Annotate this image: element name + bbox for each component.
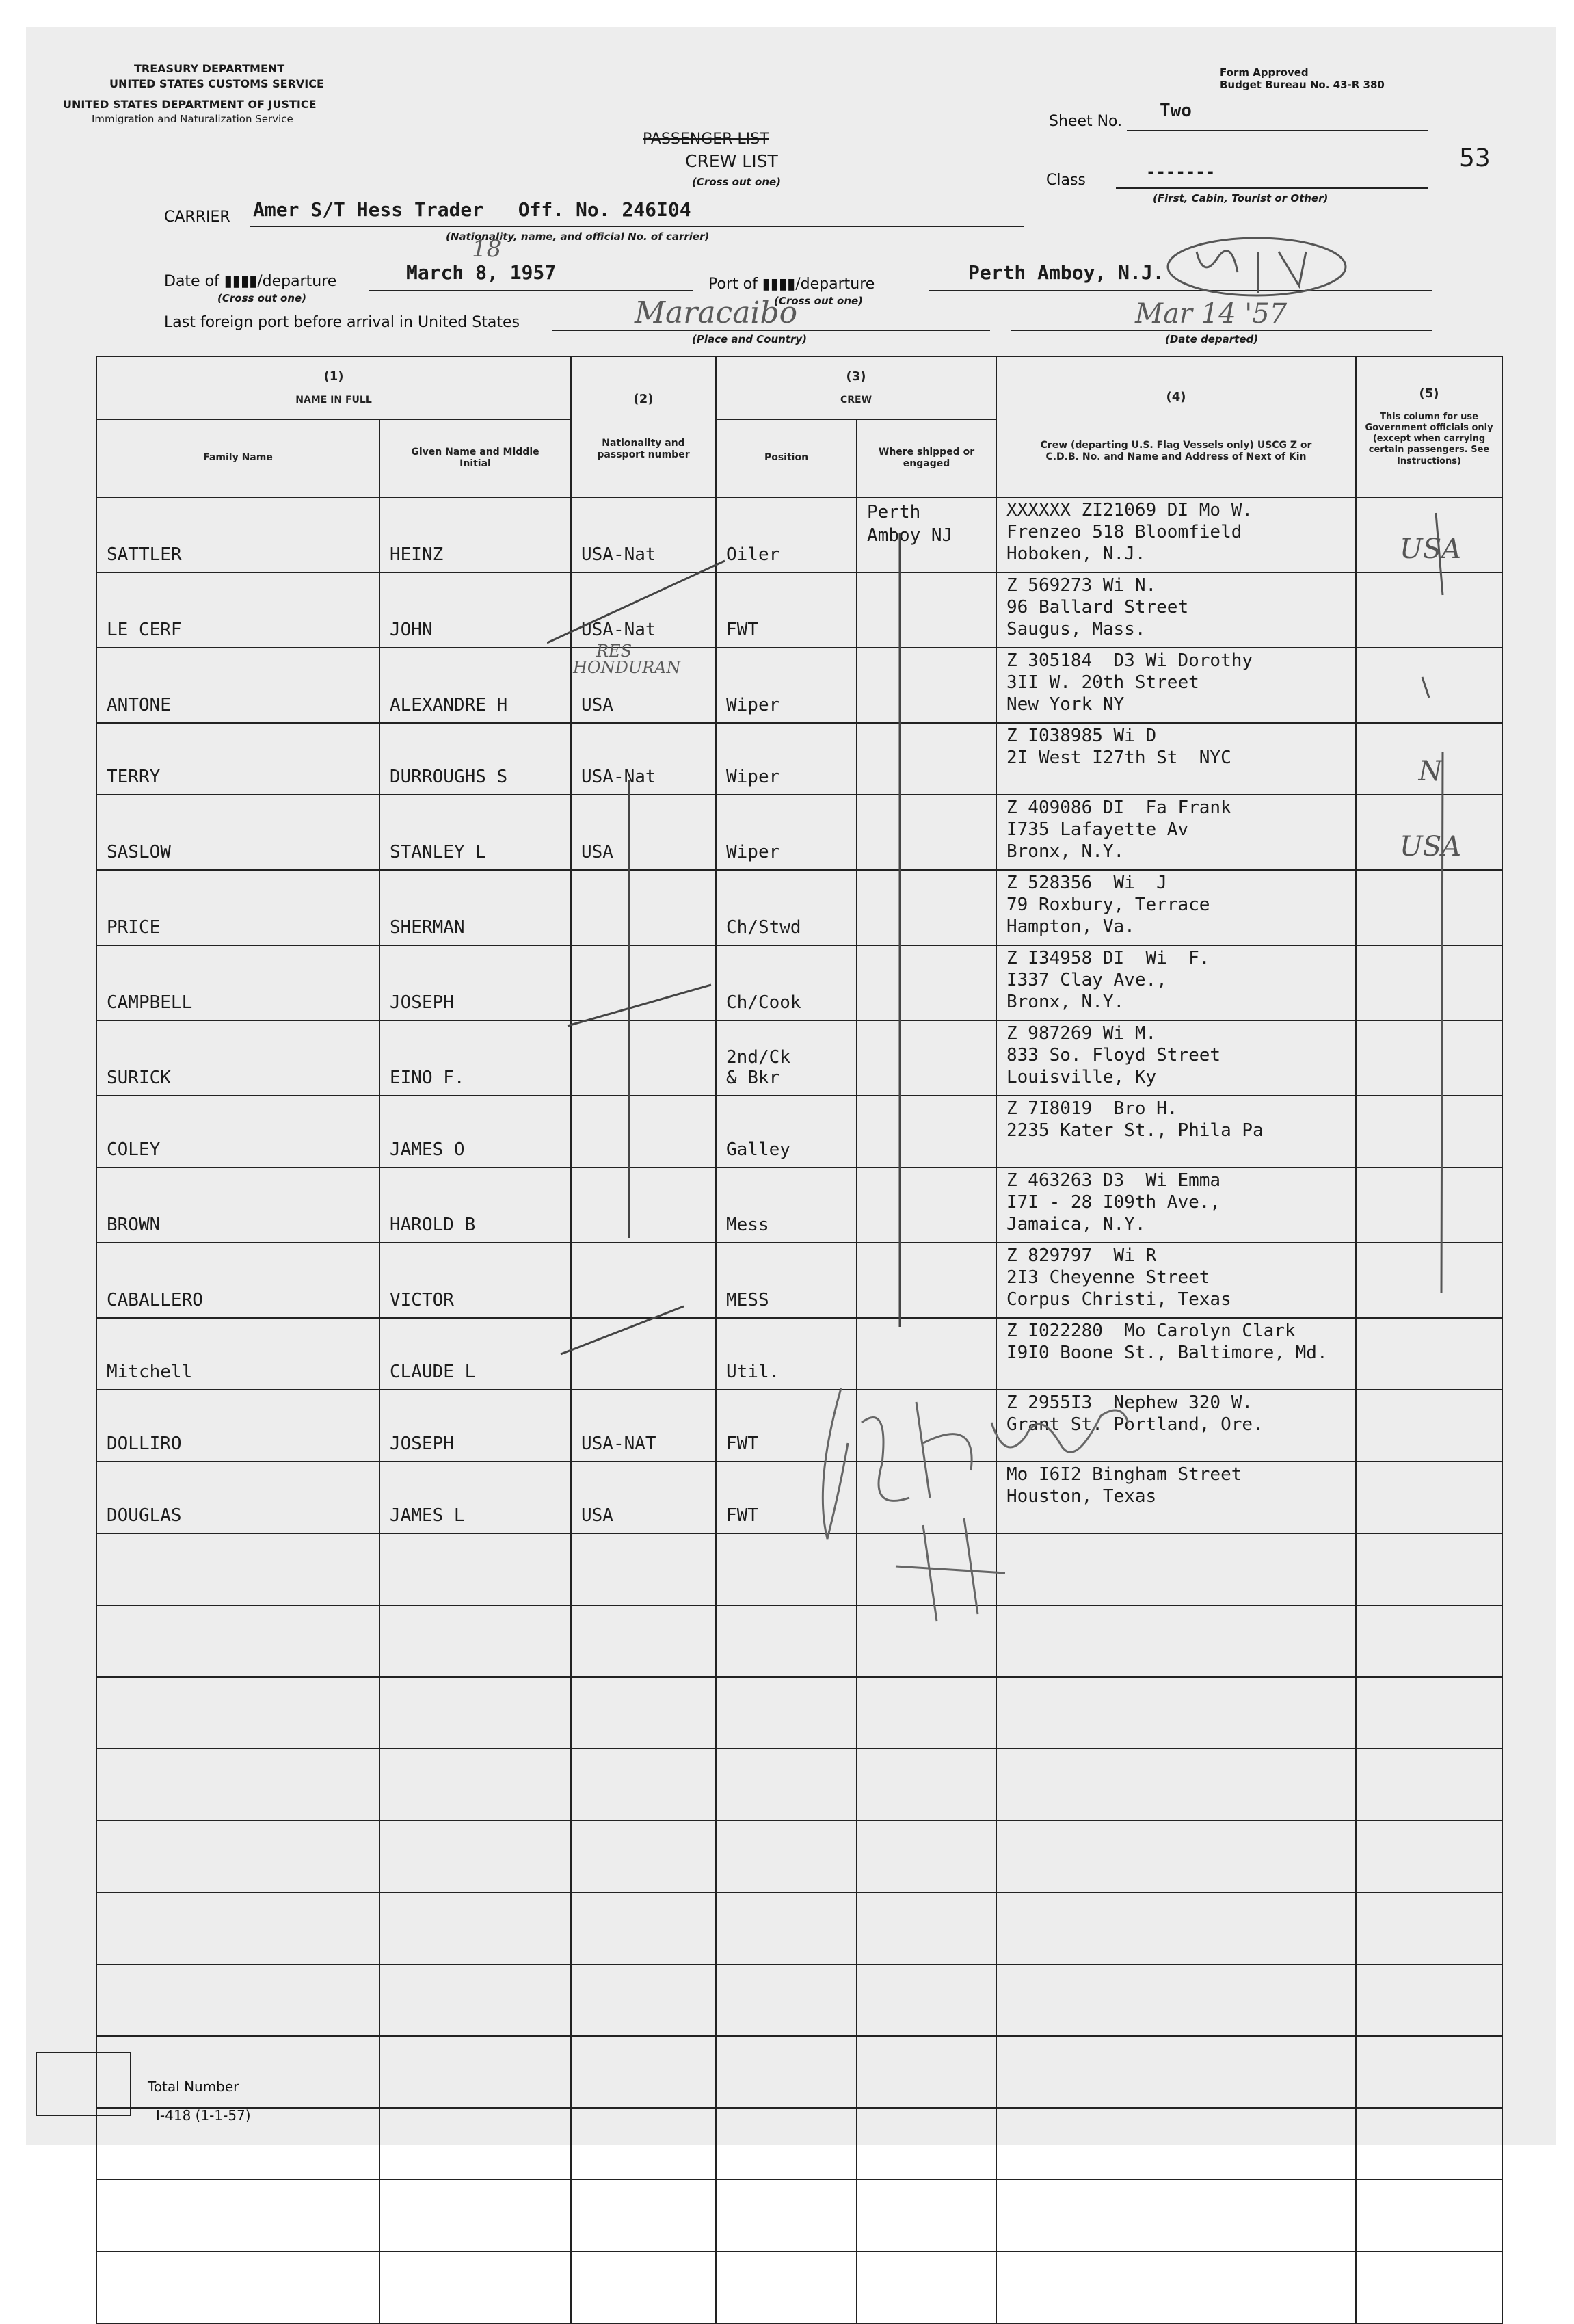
where-shipped-header: Where shipped or engaged	[857, 419, 996, 497]
crew-nationality	[571, 1605, 716, 1677]
crew-family-name	[96, 2180, 379, 2252]
crew-nationality	[571, 1677, 716, 1749]
crew-nationality	[571, 1892, 716, 1964]
crew-gov-use	[1356, 1390, 1502, 1462]
last-port-value: Maracaibo	[635, 295, 798, 330]
crew-given-name: DURROUGHS S	[379, 723, 571, 795]
crew-where-shipped	[857, 2180, 996, 2252]
carrier-label: CARRIER	[164, 209, 230, 226]
crew-next-of-kin: Z 829797 Wi R 2I3 Cheyenne Street Corpus Christi, Texas	[996, 1243, 1356, 1318]
class-label: Class	[1046, 172, 1086, 189]
crew-position: Wiper	[716, 795, 857, 870]
col-1-number: (1)	[323, 369, 344, 384]
crew-given-name: ALEXANDRE H	[379, 648, 571, 723]
crew-given-name: JOHN	[379, 572, 571, 648]
crew-given-name: JAMES L	[379, 1462, 571, 1533]
crew-gov-use	[1356, 2108, 1502, 2180]
crew-given-name: JOSEPH	[379, 945, 571, 1020]
crew-nationality	[571, 2252, 716, 2323]
port-caption: (Cross out one)	[774, 295, 864, 307]
crew-where-shipped	[857, 2252, 996, 2323]
crew-list-title: CREW LIST	[685, 151, 778, 171]
crew-family-name: CAMPBELL	[96, 945, 379, 1020]
crew-next-of-kin	[996, 2252, 1356, 2323]
crew-nationality	[571, 2036, 716, 2108]
crew-given-name	[379, 1533, 571, 1605]
crew-gov-use	[1356, 1892, 1502, 1964]
crew-family-name: SURICK	[96, 1020, 379, 1096]
crew-where-shipped	[857, 2108, 996, 2180]
departure-date-value: March 8, 1957	[406, 261, 557, 284]
form-approved: Form Approved	[1220, 66, 1309, 79]
crew-gov-use	[1356, 2252, 1502, 2323]
crew-where-shipped	[857, 1677, 996, 1749]
col-5-title: This column for use Government officials only (except when carrying certain passengers. See Instructions)	[1365, 411, 1493, 466]
col-2-title: Nationality and passport number	[597, 437, 690, 461]
crew-next-of-kin: Z I022280 Mo Carolyn Clark I9I0 Boone St., Baltimore, Md.	[996, 1318, 1356, 1390]
sheet-no-label: Sheet No.	[1049, 113, 1123, 130]
crew-position: Galley	[716, 1096, 857, 1167]
crew-position: Oiler	[716, 497, 857, 572]
carrier-line	[250, 226, 1024, 227]
crew-family-name	[96, 1533, 379, 1605]
crew-where-shipped	[857, 1749, 996, 1821]
crew-position: Ch/Stwd	[716, 870, 857, 945]
crew-nationality	[571, 1821, 716, 1892]
crew-family-name: SATTLER	[96, 497, 379, 572]
family-name-header: Family Name	[96, 419, 379, 497]
col-4-title: Crew (departing U.S. Flag Vessels only) USCG Z or C.D.B. No. and Name and Address of Next of Kin	[1040, 439, 1312, 463]
crew-nationality	[571, 1749, 716, 1821]
crew-nationality: USA	[571, 795, 716, 870]
col-1-title: NAME IN FULL	[295, 394, 372, 406]
crew-position	[716, 1892, 857, 1964]
page-number: 53	[1459, 144, 1491, 172]
col-5-number: (5)	[1419, 386, 1439, 401]
crew-gov-use	[1356, 1462, 1502, 1533]
crew-next-of-kin: Z I038985 Wi D 2I West I27th St NYC	[996, 723, 1356, 795]
form-number: I-418 (1-1-57)	[156, 2107, 251, 2124]
crew-next-of-kin: Z 569273 Wi N. 96 Ballard Street Saugus, Mass.	[996, 572, 1356, 648]
crew-next-of-kin	[996, 2036, 1356, 2108]
class-caption: (First, Cabin, Tourist or Other)	[1153, 192, 1329, 204]
given-name-header: Given Name and Middle Initial	[379, 419, 571, 497]
table-row	[96, 1533, 1502, 1605]
table-row	[96, 1390, 1502, 1462]
col-3-header	[716, 356, 996, 419]
col-4-number: (4)	[1166, 390, 1186, 405]
crew-given-name	[379, 1605, 571, 1677]
crew-gov-use	[1356, 1605, 1502, 1677]
crew-where-shipped	[857, 1821, 996, 1892]
table-row	[96, 1821, 1502, 1892]
crew-family-name	[96, 1749, 379, 1821]
table-row	[96, 1677, 1502, 1749]
crew-nationality: USA	[571, 648, 716, 723]
crew-gov-use	[1356, 1318, 1502, 1390]
crew-family-name	[96, 1605, 379, 1677]
table-row	[96, 2108, 1502, 2180]
crew-gov-use: N	[1356, 723, 1502, 795]
crew-nationality: USA-NAT	[571, 1390, 716, 1462]
crew-position	[716, 1821, 857, 1892]
carrier-value: Amer S/T Hess Trader Off. No. 246I04	[253, 198, 691, 221]
crew-family-name: DOLLIRO	[96, 1390, 379, 1462]
crew-given-name: SHERMAN	[379, 870, 571, 945]
crew-nationality	[571, 2180, 716, 2252]
passenger-list-title: PASSENGER LIST	[643, 131, 769, 148]
crew-next-of-kin	[996, 1964, 1356, 2036]
crew-next-of-kin: Z 7I8019 Bro H. 2235 Kater St., Phila Pa	[996, 1096, 1356, 1167]
table-row	[96, 1964, 1502, 2036]
crew-next-of-kin: Mo I6I2 Bingham Street Houston, Texas	[996, 1462, 1356, 1533]
crew-next-of-kin	[996, 1677, 1356, 1749]
crew-nationality: USA-Nat	[571, 572, 716, 648]
date-caption: (Cross out one)	[217, 292, 307, 304]
crew-gov-use	[1356, 2036, 1502, 2108]
date-line	[369, 290, 693, 291]
crew-next-of-kin	[996, 2108, 1356, 2180]
crew-given-name: JOSEPH	[379, 1390, 571, 1462]
crew-position: Wiper	[716, 723, 857, 795]
crew-where-shipped	[857, 1964, 996, 2036]
class-value: -------	[1146, 162, 1216, 181]
crew-family-name: Mitchell	[96, 1318, 379, 1390]
crew-nationality: USA-Nat	[571, 497, 716, 572]
crew-family-name	[96, 2252, 379, 2323]
crew-family-name: CABALLERO	[96, 1243, 379, 1318]
crew-family-name: ANTONE	[96, 648, 379, 723]
crew-given-name	[379, 1677, 571, 1749]
date-of-departure-label: Date of ▮▮▮▮/departure	[164, 273, 337, 290]
crew-family-name: COLEY	[96, 1096, 379, 1167]
crew-gov-use	[1356, 1677, 1502, 1749]
crew-position	[716, 2036, 857, 2108]
class-line	[1116, 187, 1428, 189]
crew-family-name: DOUGLAS	[96, 1462, 379, 1533]
handwritten-date-correction: 18	[472, 235, 502, 263]
crew-nationality	[571, 2108, 716, 2180]
sheet-no-line	[1127, 130, 1428, 131]
crew-family-name: PRICE	[96, 870, 379, 945]
crew-nationality: USA-Nat	[571, 723, 716, 795]
date-departed-line	[1011, 330, 1432, 331]
crew-next-of-kin: Z I34958 DI Wi F. I337 Clay Ave., Bronx, N.Y.	[996, 945, 1356, 1020]
crew-position: Ch/Cook	[716, 945, 857, 1020]
crew-gov-use	[1356, 2180, 1502, 2252]
col-3-number: (3)	[846, 369, 866, 384]
crew-gov-use	[1356, 1533, 1502, 1605]
table-row	[96, 1462, 1502, 1533]
cross-out-note: (Cross out one)	[692, 176, 782, 188]
handwritten-port-mark	[1156, 231, 1361, 305]
crew-given-name: HEINZ	[379, 497, 571, 572]
crew-family-name: SASLOW	[96, 795, 379, 870]
crew-position: 2nd/Ck & Bkr	[716, 1020, 857, 1096]
crew-family-name: LE CERF	[96, 572, 379, 648]
handwritten-signature	[800, 1361, 1156, 1676]
crew-family-name	[96, 1964, 379, 2036]
crew-position	[716, 2252, 857, 2323]
date-departed-caption: (Date departed)	[1165, 333, 1259, 345]
crew-where-shipped: Perth Amboy NJ	[857, 497, 996, 572]
agency-line-2: UNITED STATES CUSTOMS SERVICE	[109, 77, 324, 90]
crew-given-name	[379, 1964, 571, 2036]
table-row	[96, 2036, 1502, 2108]
crew-position	[716, 1964, 857, 2036]
crew-nationality	[571, 1533, 716, 1605]
table-row	[96, 2252, 1502, 2323]
crew-next-of-kin: Z 409086 DI Fa Frank I735 Lafayette Av Bronx, N.Y.	[996, 795, 1356, 870]
total-number-label: Total Number	[148, 2078, 239, 2095]
crew-gov-use: USA	[1356, 497, 1502, 572]
agency-line-3: UNITED STATES DEPARTMENT OF JUSTICE	[63, 98, 317, 111]
crew-family-name	[96, 1821, 379, 1892]
crew-next-of-kin: Z 2955I3 Nephew 320 W. Grant St. Portland, Ore.	[996, 1390, 1356, 1462]
crew-next-of-kin: Z 528356 Wi J 79 Roxbury, Terrace Hampton, Va.	[996, 870, 1356, 945]
ditto-lines	[547, 465, 930, 1361]
total-number-box	[36, 2052, 131, 2116]
crew-position: Wiper	[716, 648, 857, 723]
crew-family-name	[96, 1677, 379, 1749]
column-5-check-strokes	[1361, 472, 1470, 1306]
col-4-header	[996, 356, 1356, 497]
crew-given-name: HAROLD B	[379, 1167, 571, 1243]
budget-bureau-no: Budget Bureau No. 43-R 380	[1220, 79, 1385, 91]
crew-position	[716, 1677, 857, 1749]
col-2-number: (2)	[633, 392, 654, 407]
crew-given-name	[379, 2180, 571, 2252]
crew-given-name	[379, 2252, 571, 2323]
crew-gov-use	[1356, 1821, 1502, 1892]
crew-gov-use	[1356, 1749, 1502, 1821]
crew-given-name	[379, 1892, 571, 1964]
crew-given-name: CLAUDE L	[379, 1318, 571, 1390]
crew-position: Util.	[716, 1318, 857, 1390]
port-value: Perth Amboy, N.J.	[968, 261, 1164, 284]
agency-line-4: Immigration and Naturalization Service	[92, 113, 293, 125]
table-row	[96, 1892, 1502, 1964]
port-of-departure-label: Port of ▮▮▮▮/departure	[708, 276, 875, 293]
table-row	[96, 2180, 1502, 2252]
crew-given-name: EINO F.	[379, 1020, 571, 1096]
crew-position	[716, 1749, 857, 1821]
crew-position: FWT	[716, 572, 857, 648]
col-1-header	[96, 356, 571, 419]
carrier-caption: (Nationality, name, and official No. of carrier)	[446, 230, 710, 243]
table-row	[96, 1749, 1502, 1821]
crew-next-of-kin: Z 987269 Wi M. 833 So. Floyd Street Louisville, Ky	[996, 1020, 1356, 1096]
crew-nationality	[571, 1964, 716, 2036]
last-foreign-port-label: Last foreign port before arrival in United States	[164, 314, 520, 331]
crew-next-of-kin	[996, 1892, 1356, 1964]
crew-next-of-kin: Z 305184 D3 Wi Dorothy 3II W. 20th Street New York NY	[996, 648, 1356, 723]
last-port-caption: (Place and Country)	[692, 333, 808, 345]
date-departed-value: Mar 14 '57	[1135, 298, 1288, 330]
table-row	[96, 1605, 1502, 1677]
crew-given-name	[379, 2036, 571, 2108]
crew-family-name: TERRY	[96, 723, 379, 795]
crew-position: FWT	[716, 1390, 857, 1462]
crew-position: FWT	[716, 1462, 857, 1533]
crew-gov-use	[1356, 1964, 1502, 2036]
crew-position: Mess	[716, 1167, 857, 1243]
crew-next-of-kin	[996, 2180, 1356, 2252]
crew-family-name: BROWN	[96, 1167, 379, 1243]
sheet-no-value: Two	[1160, 101, 1192, 121]
position-header: Position	[716, 419, 857, 497]
crew-next-of-kin: Z 463263 D3 Wi Emma I7I - 28 I09th Ave., Jamaica, N.Y.	[996, 1167, 1356, 1243]
agency-line-1: TREASURY DEPARTMENT	[134, 62, 285, 75]
crew-position	[716, 2180, 857, 2252]
honduran-annotation: RES HONDURAN	[573, 642, 681, 677]
crew-next-of-kin	[996, 1821, 1356, 1892]
crew-given-name: STANLEY L	[379, 795, 571, 870]
col-3-title: CREW	[840, 394, 872, 406]
crew-given-name: VICTOR	[379, 1243, 571, 1318]
crew-given-name: JAMES O	[379, 1096, 571, 1167]
crew-where-shipped	[857, 2036, 996, 2108]
crew-where-shipped	[857, 1892, 996, 1964]
crew-gov-use: USA	[1356, 795, 1502, 870]
crew-next-of-kin	[996, 1749, 1356, 1821]
crew-position	[716, 2108, 857, 2180]
crew-given-name	[379, 1749, 571, 1821]
crew-given-name	[379, 2108, 571, 2180]
crew-position: MESS	[716, 1243, 857, 1318]
crew-family-name	[96, 1892, 379, 1964]
crew-given-name	[379, 1821, 571, 1892]
crew-next-of-kin: XXXXXX ZI21069 DI Mo W. Frenzeo 518 Bloomfield Hoboken, N.J.	[996, 497, 1356, 572]
crew-family-name	[96, 2036, 379, 2108]
crew-nationality: USA	[571, 1462, 716, 1533]
